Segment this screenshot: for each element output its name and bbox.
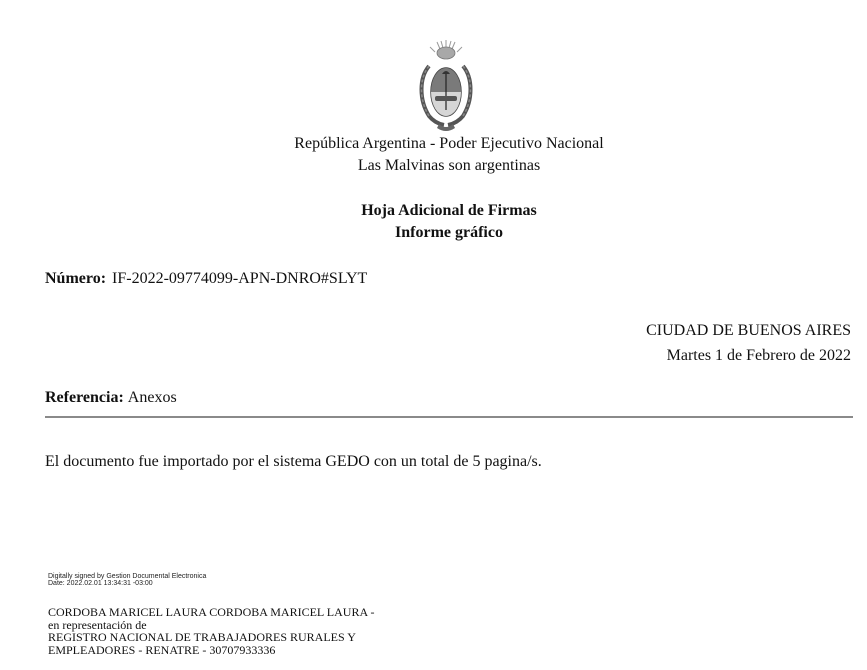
signer-org-line-2: EMPLEADORES - RENATRE - 30707933336 [48,642,276,657]
digital-signature-line-2: Date: 2022.02.01 13:34:31 -03:00 [48,580,153,587]
signer-representation: en representación de [48,617,147,632]
divider [45,416,853,418]
digital-signature-line-1: Digitally signed by Gestion Documental Electronica [48,573,207,580]
document-subtitle: Informe gráfico [395,224,503,241]
city-text: CIUDAD DE BUENOS AIRES [646,322,851,339]
numero-label: Número: [45,270,107,287]
referencia-field [45,388,177,408]
argentina-coat-of-arms-icon [415,38,477,134]
numero-value: IF-2022-09774099-APN-DNRO#SLYT [112,270,368,287]
header-line-1: República Argentina - Poder Ejecutivo Nacional [294,135,604,152]
body-text: El documento fue importado por el sistema GEDO con un total de 5 pagina/s. [45,453,542,470]
numero-field [45,269,367,289]
document-title: Hoja Adicional de Firmas [361,202,537,219]
signer-org-line-1: REGISTRO NACIONAL DE TRABAJADORES RURALES Y [48,630,356,644]
signer-name: CORDOBA MARICEL LAURA CORDOBA MARICEL LAURA - [48,605,375,619]
date-text: Martes 1 de Febrero de 2022 [666,347,851,364]
referencia-value: Anexos [127,389,177,406]
signer-block [48,606,374,656]
referencia-label: Referencia: [45,389,124,406]
location-block [646,318,851,368]
digital-signature-stamp [48,573,206,587]
header-line-2: Las Malvinas son argentinas [357,157,541,174]
